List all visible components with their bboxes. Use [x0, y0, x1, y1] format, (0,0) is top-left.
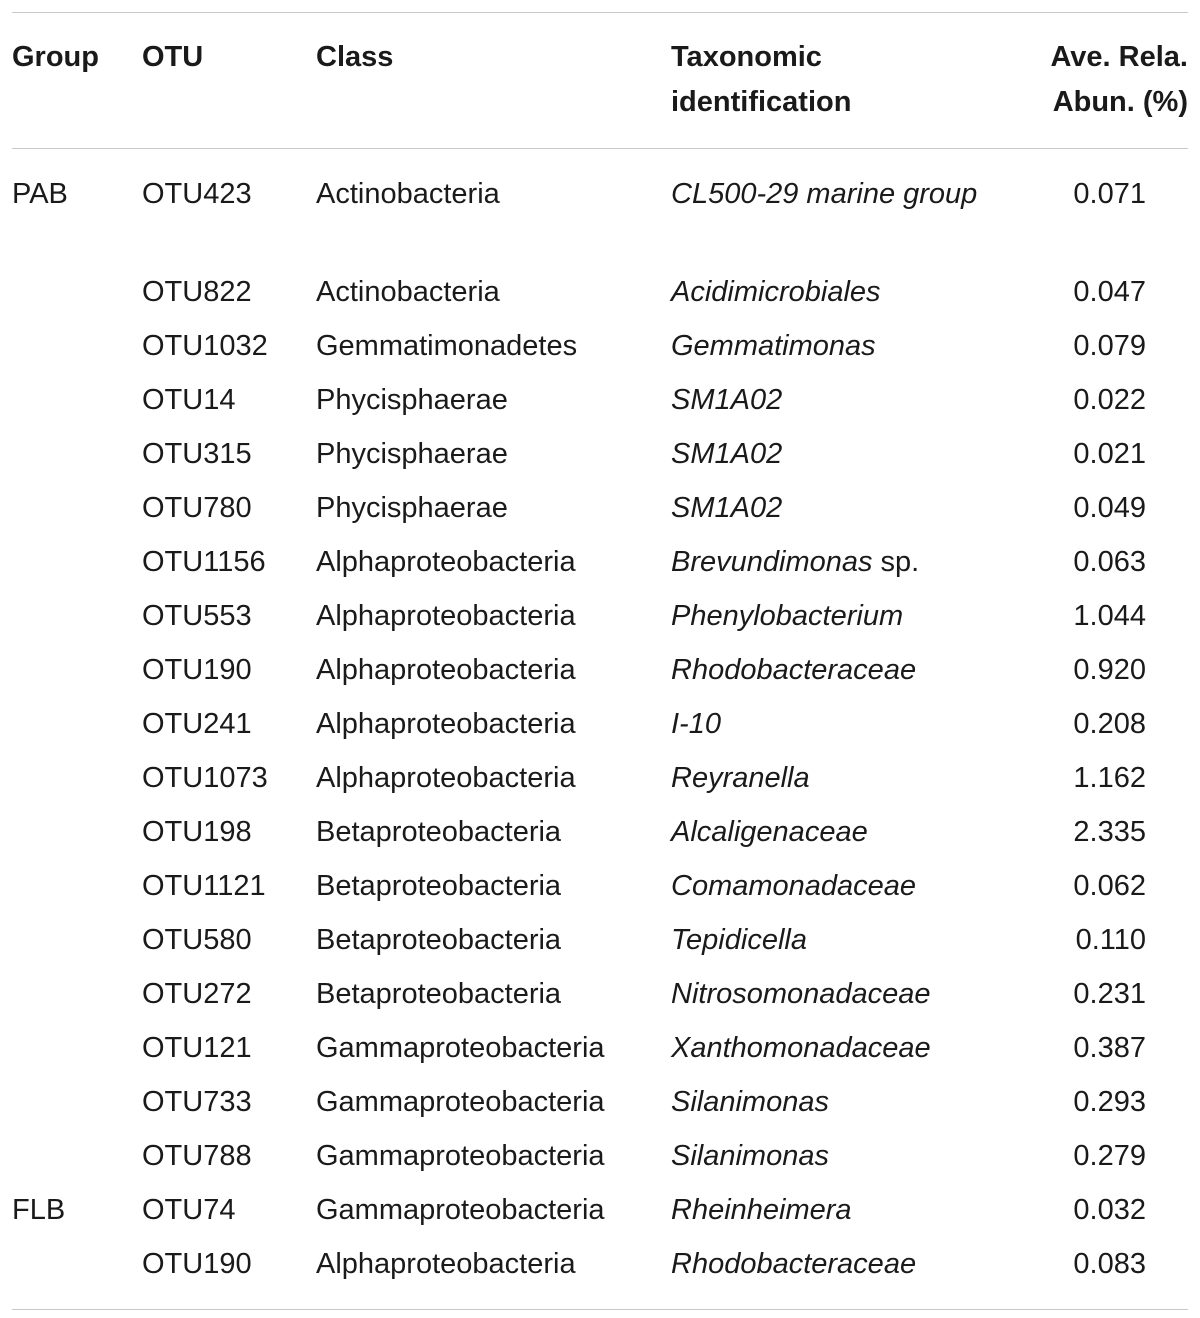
cell-taxonomic-identification: [671, 539, 1023, 593]
cell-otu: OTU580: [142, 924, 252, 956]
cell-group: [12, 377, 142, 431]
header-taxonomic-line2: identification: [671, 86, 852, 118]
taxon-name: Silanimonas: [671, 1086, 829, 1118]
cell-otu: OTU74: [142, 1194, 236, 1226]
cell-abundance: 0.071: [1073, 178, 1146, 210]
cell-taxonomic-identification: [671, 323, 1023, 377]
table-row: [12, 647, 1188, 701]
taxon-name: Phenylobacterium: [671, 600, 904, 632]
cell-group: [12, 323, 142, 377]
cell-otu: OTU198: [142, 816, 252, 848]
cell-abundance: 0.279: [1073, 1140, 1146, 1172]
cell-class: Alphaproteobacteria: [316, 762, 576, 794]
cell-group: [12, 1079, 142, 1133]
table-row: [12, 701, 1188, 755]
cell-otu: OTU733: [142, 1086, 252, 1118]
cell-class: Actinobacteria: [316, 276, 500, 308]
cell-abundance: 0.293: [1073, 1086, 1146, 1118]
cell-taxonomic-identification: [671, 1241, 1023, 1295]
cell-otu: OTU1032: [142, 330, 268, 362]
cell-otu: OTU1156: [142, 546, 266, 578]
cell-otu: OTU788: [142, 1140, 252, 1172]
taxon-name: SM1A02: [671, 384, 783, 416]
cell-taxonomic-identification: [671, 1133, 1023, 1187]
taxon-name: CL500-29 marine group: [671, 178, 978, 210]
cell-otu: OTU423: [142, 178, 252, 210]
cell-class: Phycisphaerae: [316, 384, 508, 416]
cell-taxonomic-identification: [671, 1025, 1023, 1079]
table-row: [12, 485, 1188, 539]
cell-taxonomic-identification: [671, 647, 1023, 701]
taxon-name: Rhodobacteraceae: [671, 1248, 917, 1280]
cell-class: Betaproteobacteria: [316, 870, 562, 902]
bottom-rule: [12, 1309, 1188, 1310]
cell-group: [12, 647, 142, 701]
cell-group: FLB: [12, 1194, 66, 1226]
table-row: [12, 971, 1188, 1025]
table-row: [12, 1187, 1188, 1241]
cell-abundance: 0.083: [1073, 1248, 1146, 1280]
cell-group: [12, 1025, 142, 1079]
table-row: [12, 269, 1188, 323]
taxon-name: Xanthomonadaceae: [671, 1032, 931, 1064]
cell-group: [12, 809, 142, 863]
header-abundance-line2: Abun. (%): [1052, 86, 1188, 118]
cell-class: Alphaproteobacteria: [316, 600, 576, 632]
cell-class: Betaproteobacteria: [316, 816, 562, 848]
cell-abundance: 0.049: [1073, 492, 1146, 524]
table-row: [12, 539, 1188, 593]
cell-class: Gammaproteobacteria: [316, 1032, 605, 1064]
cell-taxonomic-identification: [671, 863, 1023, 917]
cell-taxonomic-identification: [671, 809, 1023, 863]
cell-group: [12, 1133, 142, 1187]
cell-class: Alphaproteobacteria: [316, 546, 576, 578]
cell-taxonomic-identification: [671, 1079, 1023, 1133]
cell-class: Phycisphaerae: [316, 492, 508, 524]
cell-group: [12, 269, 142, 323]
cell-abundance: 1.162: [1073, 762, 1146, 794]
cell-class: Alphaproteobacteria: [316, 708, 576, 740]
cell-taxonomic-identification: [671, 593, 1023, 647]
cell-abundance: 0.079: [1073, 330, 1146, 362]
taxon-name: Comamonadaceae: [671, 870, 917, 902]
cell-group: [12, 593, 142, 647]
cell-abundance: 0.387: [1073, 1032, 1146, 1064]
cell-group: [12, 1241, 142, 1295]
cell-group: PAB: [12, 178, 68, 210]
taxon-name: Brevundimonas: [671, 546, 873, 578]
cell-class: Gemmatimonadetes: [316, 330, 578, 362]
cell-class: Gammaproteobacteria: [316, 1140, 605, 1172]
cell-group: [12, 863, 142, 917]
cell-taxonomic-identification: [671, 755, 1023, 809]
cell-abundance: 0.231: [1073, 978, 1146, 1010]
taxon-name: Reyranella: [671, 762, 810, 794]
cell-group: [12, 701, 142, 755]
cell-abundance: 0.063: [1073, 546, 1146, 578]
cell-otu: OTU780: [142, 492, 252, 524]
cell-class: Betaproteobacteria: [316, 978, 562, 1010]
table-row: [12, 431, 1188, 485]
cell-otu: OTU272: [142, 978, 252, 1010]
cell-otu: OTU121: [142, 1032, 252, 1064]
header-group: Group: [12, 41, 99, 73]
table-row: [12, 917, 1188, 971]
taxon-name: Acidimicrobiales: [671, 276, 881, 308]
taxon-name: Gemmatimonas: [671, 330, 876, 362]
cell-taxonomic-identification: [671, 917, 1023, 971]
cell-abundance: 0.047: [1073, 276, 1146, 308]
cell-taxonomic-identification: [671, 377, 1023, 431]
cell-abundance: 0.022: [1073, 384, 1146, 416]
cell-taxonomic-identification: [671, 431, 1023, 485]
cell-otu: OTU1073: [142, 762, 268, 794]
cell-taxonomic-identification: [671, 485, 1023, 539]
cell-otu: OTU14: [142, 384, 236, 416]
taxon-name: Nitrosomonadaceae: [671, 978, 931, 1010]
cell-otu: OTU1121: [142, 870, 266, 902]
table-row: [12, 1079, 1188, 1133]
cell-taxonomic-identification: [671, 971, 1023, 1025]
taxon-suffix: sp.: [872, 546, 920, 578]
cell-class: Gammaproteobacteria: [316, 1086, 605, 1118]
taxon-name: Tepidicella: [671, 924, 807, 956]
taxon-name: Rhodobacteraceae: [671, 654, 917, 686]
taxon-name: Alcaligenaceae: [671, 816, 868, 848]
table-body: [12, 149, 1188, 1296]
header-abundance-line1: Ave. Rela.: [1050, 41, 1188, 73]
taxon-name: SM1A02: [671, 438, 783, 470]
cell-otu: OTU241: [142, 708, 252, 740]
taxon-name: Rheinheimera: [671, 1194, 852, 1226]
cell-otu: OTU822: [142, 276, 252, 308]
cell-taxonomic-identification: [671, 149, 1023, 270]
cell-group: [12, 917, 142, 971]
table-row: [12, 149, 1188, 270]
cell-otu: OTU553: [142, 600, 252, 632]
cell-abundance: 0.062: [1073, 870, 1146, 902]
table-row: [12, 593, 1188, 647]
cell-abundance: 2.335: [1073, 816, 1146, 848]
cell-group: [12, 485, 142, 539]
cell-abundance: 0.920: [1073, 654, 1146, 686]
cell-abundance: 1.044: [1073, 600, 1146, 632]
cell-group: [12, 431, 142, 485]
otu-table-container: [12, 12, 1188, 1310]
header-row: [12, 13, 1188, 149]
cell-otu: OTU190: [142, 654, 252, 686]
cell-class: Actinobacteria: [316, 178, 500, 210]
cell-abundance: 0.021: [1073, 438, 1146, 470]
cell-class: Alphaproteobacteria: [316, 1248, 576, 1280]
header-taxonomic-line1: Taxonomic: [671, 41, 822, 73]
header-abundance: [1023, 13, 1188, 149]
cell-class: Phycisphaerae: [316, 438, 508, 470]
cell-group: [12, 755, 142, 809]
cell-otu: OTU190: [142, 1248, 252, 1280]
cell-group: [12, 539, 142, 593]
table-row: [12, 863, 1188, 917]
table-header: [12, 13, 1188, 149]
taxon-name: SM1A02: [671, 492, 783, 524]
cell-abundance: 0.208: [1073, 708, 1146, 740]
table-row: [12, 1133, 1188, 1187]
header-class: Class: [316, 41, 394, 73]
taxon-name: I-10: [671, 708, 721, 740]
cell-taxonomic-identification: [671, 701, 1023, 755]
table-row: [12, 1025, 1188, 1079]
table-row: [12, 809, 1188, 863]
cell-abundance: 0.110: [1075, 924, 1146, 956]
cell-class: Betaproteobacteria: [316, 924, 562, 956]
cell-taxonomic-identification: [671, 1187, 1023, 1241]
header-taxonomic-identification: [671, 13, 1023, 149]
table-row: [12, 377, 1188, 431]
table-row: [12, 323, 1188, 377]
cell-abundance: 0.032: [1073, 1194, 1146, 1226]
table-row: [12, 1241, 1188, 1295]
taxon-name: Silanimonas: [671, 1140, 829, 1172]
cell-class: Gammaproteobacteria: [316, 1194, 605, 1226]
cell-otu: OTU315: [142, 438, 252, 470]
cell-class: Alphaproteobacteria: [316, 654, 576, 686]
otu-table: [12, 12, 1188, 1295]
header-otu: OTU: [142, 41, 204, 73]
cell-group: [12, 971, 142, 1025]
cell-taxonomic-identification: [671, 269, 1023, 323]
table-row: [12, 755, 1188, 809]
